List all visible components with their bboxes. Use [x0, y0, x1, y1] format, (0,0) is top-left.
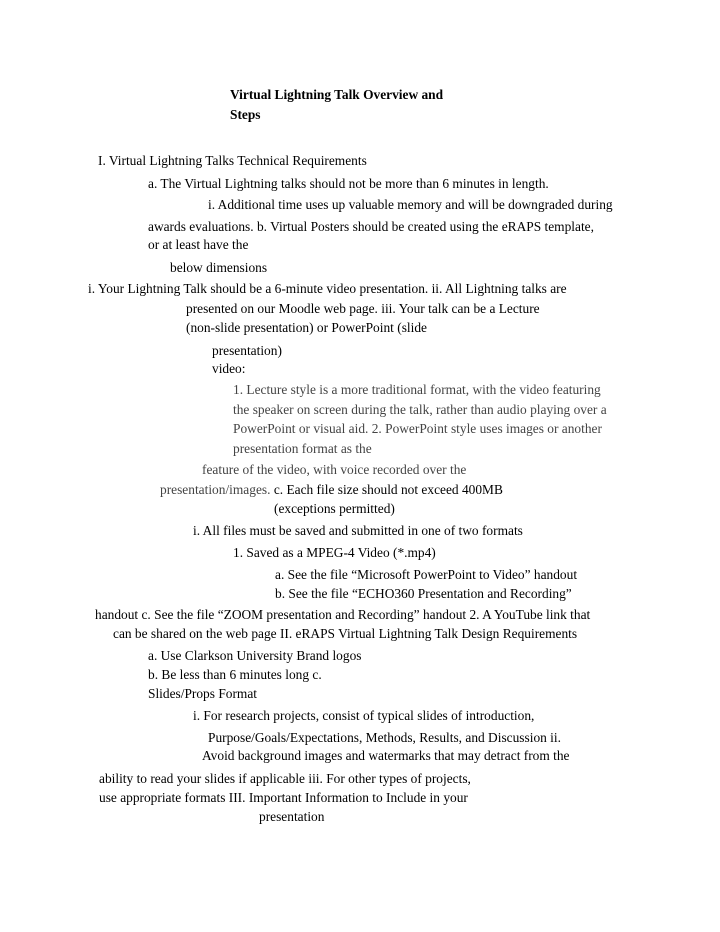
body-line: i. For research projects, consist of typical slides of introduction,: [193, 708, 535, 723]
body-line: (exceptions permitted): [274, 501, 395, 516]
body-line: Purpose/Goals/Expectations, Methods, Results, and Discussion ii.: [208, 730, 561, 745]
body-line: presentation format as the: [233, 441, 372, 456]
body-line: presentation: [259, 809, 325, 824]
body-line: awards evaluations. b. Virtual Posters should be created using the eRAPS template,: [148, 219, 594, 234]
body-line: the speaker on screen during the talk, rather than audio playing over a: [233, 402, 607, 417]
body-line: [160, 482, 503, 498]
body-line: presentation): [212, 343, 282, 358]
body-line: PowerPoint or visual aid. 2. PowerPoint style uses images or another: [233, 421, 602, 436]
body-line: (non-slide presentation) or PowerPoint (slide: [186, 320, 427, 335]
body-line: below dimensions: [170, 260, 268, 275]
body-line: presented on our Moodle web page. iii. Your talk can be a Lecture: [186, 301, 540, 316]
section-heading-technical-requirements: I. Virtual Lightning Talks Technical Requirements: [98, 153, 367, 168]
body-line: i. Additional time uses up valuable memory and will be downgraded during: [208, 197, 613, 212]
body-line: a. Use Clarkson University Brand logos: [148, 648, 362, 663]
body-line: handout c. See the file “ZOOM presentation and Recording” handout 2. A YouTube link that: [95, 607, 591, 622]
body-line: or at least have the: [148, 237, 249, 252]
body-line: i. Your Lightning Talk should be a 6-minute video presentation. ii. All Lightning talks are: [88, 281, 567, 296]
body-line: ability to read your slides if applicable iii. For other types of projects,: [99, 771, 471, 786]
body-line: feature of the video, with voice recorded over the: [202, 462, 467, 477]
document-title-line-1: Virtual Lightning Talk Overview and: [230, 87, 444, 102]
body-line: b. Be less than 6 minutes long c.: [148, 667, 322, 682]
body-line: Slides/Props Format: [148, 686, 257, 701]
body-line: 1. Saved as a MPEG-4 Video (*.mp4): [233, 545, 436, 560]
body-line: 1. Lecture style is a more traditional format, with the video featuring: [233, 382, 601, 397]
body-line: video:: [212, 361, 246, 376]
body-line: a. The Virtual Lightning talks should not be more than 6 minutes in length.: [148, 176, 549, 191]
body-line-part: c. Each file size should not exceed 400MB: [273, 482, 503, 497]
body-line: i. All files must be saved and submitted in one of two formats: [193, 523, 523, 538]
body-line: can be shared on the web page II. eRAPS Virtual Lightning Talk Design Requirements: [113, 626, 578, 641]
document-title-line-2: Steps: [230, 107, 261, 122]
body-line-part: presentation/images.: [160, 482, 271, 497]
body-line: a. See the file “Microsoft PowerPoint to Video” handout: [275, 567, 578, 582]
body-line: b. See the file “ECHO360 Presentation and Recording”: [275, 586, 572, 601]
body-line: Avoid background images and watermarks that may detract from the: [202, 748, 570, 763]
body-line: use appropriate formats III. Important Information to Include in your: [99, 790, 468, 805]
